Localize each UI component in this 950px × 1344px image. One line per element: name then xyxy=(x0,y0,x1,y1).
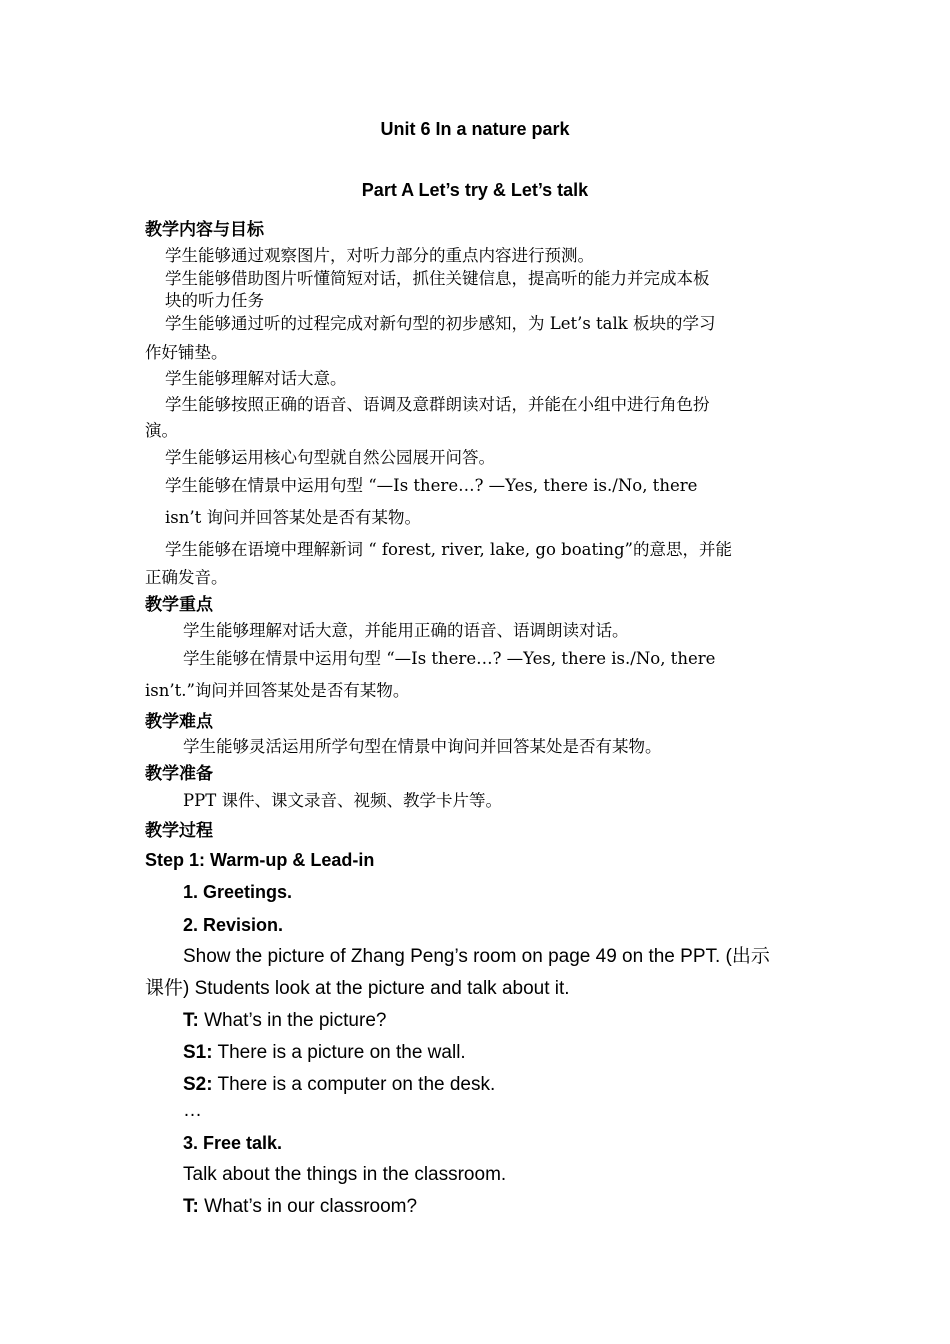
step-item-free-talk: 3. Free talk. xyxy=(183,1133,283,1153)
difficulties-heading: 教学难点 xyxy=(145,712,213,732)
objective-line: 学生能够通过观察图片，对听力部分的重点内容进行预测。 xyxy=(165,246,594,265)
free-talk-text: Talk about the things in the classroom. xyxy=(183,1164,507,1185)
dialogue-line xyxy=(183,1010,386,1032)
speaker-label: S1: xyxy=(183,1042,213,1063)
process-heading: 教学过程 xyxy=(145,821,213,841)
document-subtitle: Part A Let’s try & Let’s talk xyxy=(361,180,589,200)
key-point-line: 学生能够理解对话大意，并能用正确的语音、语调朗读对话。 xyxy=(183,621,629,640)
step-heading: Step 1: Warm-up & Lead-in xyxy=(145,850,375,870)
objective-line: 作好铺垫。 xyxy=(145,343,228,362)
preparation-line: PPT 课件、课文录音、视频、教学卡片等。 xyxy=(183,791,502,810)
objective-line: 学生能够理解对话大意。 xyxy=(165,369,347,388)
dialogue-text: There is a picture on the wall. xyxy=(212,1042,466,1063)
objective-line: 学生能够按照正确的语音、语调及意群朗读对话，并能在小组中进行角色扮 xyxy=(165,395,710,414)
dialogue-line xyxy=(183,1196,417,1218)
key-point-line: 学生能够在情景中运用句型 “—Is there…? —Yes, there is./No, there xyxy=(183,649,716,668)
dialogue-text: What’s in the picture? xyxy=(198,1010,387,1031)
objective-line: 块的听力任务 xyxy=(165,291,264,310)
step-item-revision: 2. Revision. xyxy=(183,915,284,935)
revision-text: Show the picture of Zhang Peng’s room on page 49 on the PPT. (出示 xyxy=(183,946,770,967)
document-title: Unit 6 In a nature park xyxy=(380,119,570,139)
dialogue-text: What’s in our classroom? xyxy=(198,1196,418,1217)
key-points-heading: 教学重点 xyxy=(145,595,213,615)
objective-line: 学生能够通过听的过程完成对新句型的初步感知，为 Let’s talk 板块的学习 xyxy=(165,314,716,333)
dialogue-line xyxy=(183,1042,466,1064)
speaker-label: T: xyxy=(183,1010,199,1031)
preparation-heading: 教学准备 xyxy=(145,764,213,784)
revision-text: 课件) Students look at the picture and talk about it. xyxy=(145,978,570,999)
objective-line: 学生能够运用核心句型就自然公园展开问答。 xyxy=(165,448,495,467)
objective-line: isn’t 询问并回答某处是否有某物。 xyxy=(165,508,421,527)
objective-line: 学生能够在语境中理解新词 “ forest, river, lake, go boating”的意思，并能 xyxy=(165,540,732,559)
objectives-heading: 教学内容与目标 xyxy=(145,220,264,240)
step-item-greetings: 1. Greetings. xyxy=(183,882,293,902)
key-point-line: isn’t.”询问并回答某处是否有某物。 xyxy=(145,681,410,700)
objective-line: 演。 xyxy=(145,421,178,440)
dialogue-text: There is a computer on the desk. xyxy=(212,1074,496,1095)
objective-line: 正确发音。 xyxy=(145,568,228,587)
dialogue-line xyxy=(183,1074,495,1096)
speaker-label: S2: xyxy=(183,1074,213,1095)
ellipsis: … xyxy=(183,1100,202,1121)
objective-line: 学生能够借助图片听懂简短对话，抓住关键信息，提高听的能力并完成本板 xyxy=(165,269,710,288)
objective-line: 学生能够在情景中运用句型 “—Is there…? —Yes, there is./No, there xyxy=(165,476,698,495)
difficulty-line: 学生能够灵活运用所学句型在情景中询问并回答某处是否有某物。 xyxy=(183,737,662,756)
speaker-label: T: xyxy=(183,1196,199,1217)
